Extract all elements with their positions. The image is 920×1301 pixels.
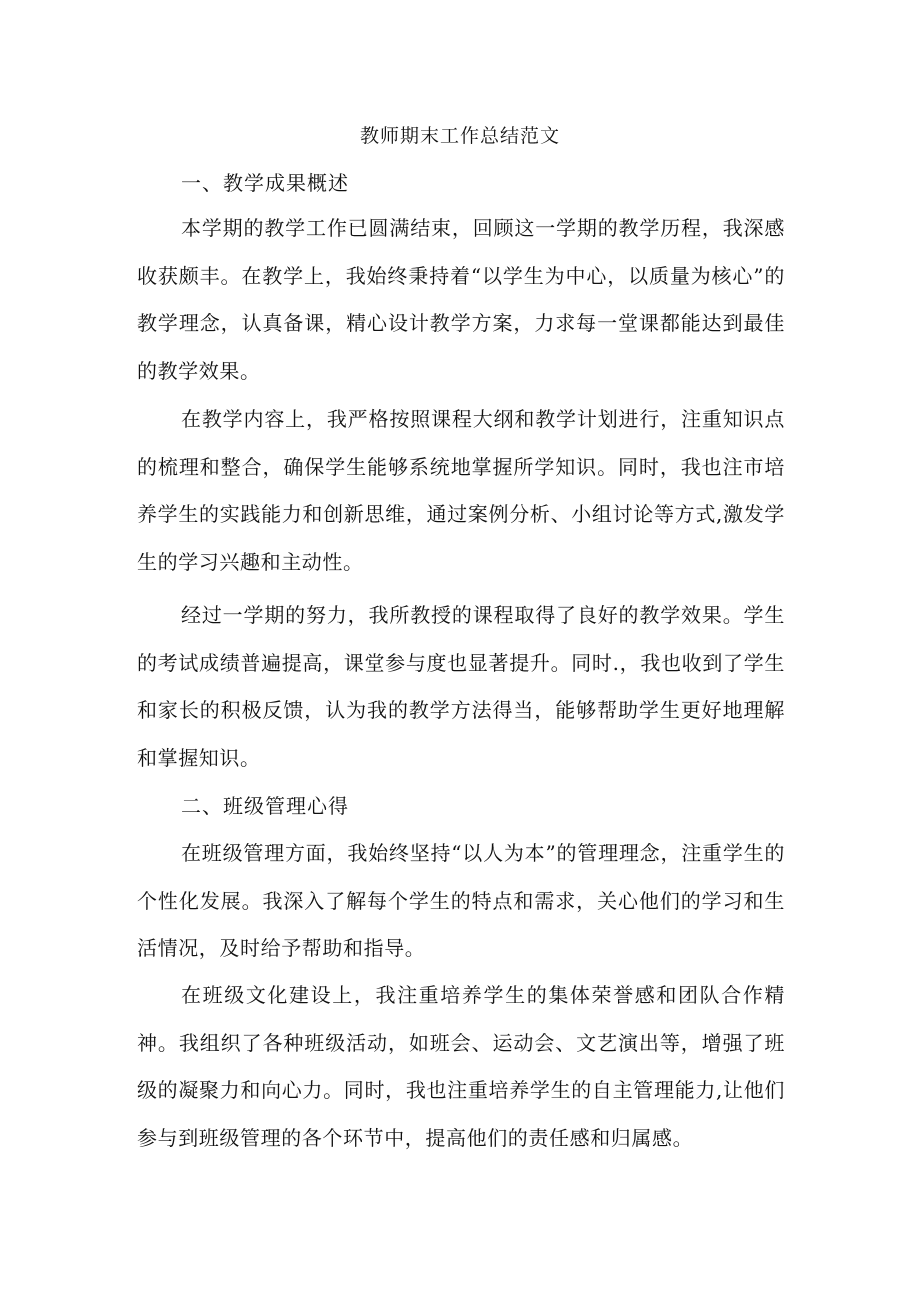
section-heading-class-management: 二、班级管理心得 xyxy=(181,794,349,818)
section-heading-teaching-results: 一、教学成果概述 xyxy=(181,171,349,195)
paragraph: 在班级管理方面，我始终坚持“以人为本”的管理理念，注重学生的个性化发展。我深入了解每个学生的特点和需求，关心他们的学习和生活情况，及时给予帮助和指导。 xyxy=(137,841,785,960)
paragraph: 本学期的教学工作已圆满结束，回顾这一学期的教学历程，我深感收获颇丰。在教学上，我始终秉持着“以学生为中心，以质量为核心”的教学理念，认真备课，精心设计教学方案，力求每一堂课都能达到最佳的教学效果。 xyxy=(137,216,785,383)
paragraph: 在教学内容上，我严格按照课程大纲和教学计划进行，注重知识点的梳理和整合，确保学生能够系统地掌握所学知识。同时，我也注市培养学生的实践能力和创新思维，通过案例分析、小组讨论等方式,激发学生的学习兴趣和主动性。 xyxy=(137,407,785,574)
document-title: 教师期末工作总结范文 xyxy=(359,125,560,147)
paragraph: 在班级文化建设上，我注重培养学生的集体荣誉感和团队合作精神。我组织了各种班级活动，如班会、运动会、文艺演出等，增强了班级的凝聚力和向心力。同时，我也注重培养学生的自主管理能力,让他们参与到班级管理的各个环节中，提高他们的责任感和归属感。 xyxy=(137,983,785,1150)
paragraph: 经过一学期的努力，我所教授的课程取得了良好的教学效果。学生的考试成绩普遍提高，课堂参与度也显著提升。同时.，我也收到了学生和家长的积极反馈，认为我的教学方法得当，能够帮助学生更好地理解和掌握知识。 xyxy=(137,603,785,770)
